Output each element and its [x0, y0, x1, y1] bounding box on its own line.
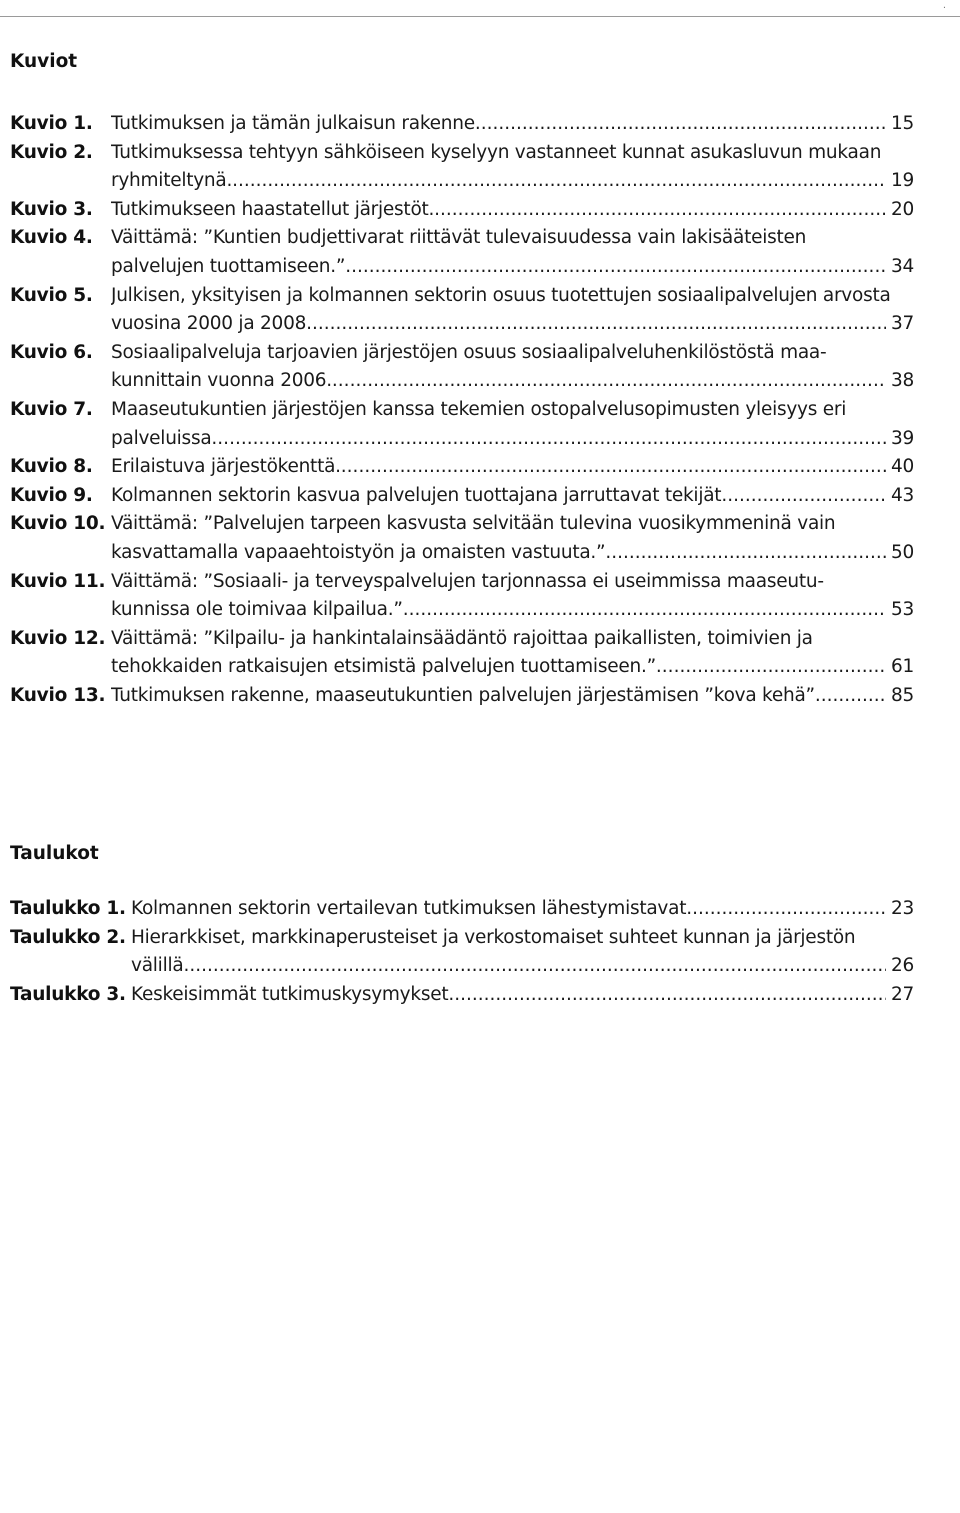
dot-leader: [211, 425, 886, 454]
page-number: 15: [890, 113, 914, 134]
table-entry-label: Taulukko 3.: [10, 983, 126, 1005]
table-entry-title: [131, 981, 914, 1010]
figure-entry-title: [111, 482, 914, 511]
figure-entry-title: [111, 339, 914, 396]
page-number: 26: [890, 955, 914, 977]
figure-entry[interactable]: [10, 396, 914, 453]
figure-entry-title-line: Väittämä: ”Kuntien budjettivarat riittävät tulevaisuudessa vain lakisääteisten: [111, 227, 807, 249]
figure-entry-title-line: palvelujen tuottamiseen.”: [111, 255, 346, 277]
page-number: 40: [890, 456, 914, 478]
dot-leader: [475, 110, 886, 139]
table-entry-title-line: Hierarkkiset, markkinaperusteiset ja verkostomaiset suhteet kunnan ja järjestön: [131, 926, 856, 948]
figure-entry-title-line: Maaseutukuntien järjestöjen kanssa tekemien ostopalvelusopimusten yleisyys eri: [111, 398, 847, 420]
figure-entry-title: [111, 625, 914, 682]
page-number: 19: [890, 170, 914, 192]
table-entry-label: Taulukko 1.: [10, 898, 126, 919]
figure-entry-title-line: ryhmiteltynä.: [111, 170, 233, 192]
figure-entry-title-line: Väittämä: ”Sosiaali- ja terveyspalvelujen tarjonnassa ei useimmissa maaseutu-: [111, 570, 824, 592]
figure-entry-label: Kuvio 13.: [10, 684, 106, 706]
figure-entry-title: [111, 568, 914, 625]
figure-entry-title: [111, 396, 914, 453]
corner-mark: .: [942, 0, 946, 11]
page-number: 38: [890, 370, 914, 392]
figures-list: [10, 110, 914, 710]
figure-entry-title-line: kunnittain vuonna 2006.: [111, 370, 332, 392]
dot-leader: [403, 596, 886, 625]
dot-leader: [721, 482, 886, 511]
figure-entry-title-line: Kolmannen sektorin kasvua palvelujen tuottajana jarruttavat tekijät: [111, 484, 722, 506]
figure-entry-label: Kuvio 6.: [10, 341, 93, 363]
dot-leader: [448, 981, 886, 1010]
figure-entry-title: [111, 110, 914, 139]
figure-entry[interactable]: [10, 568, 914, 625]
figure-entry[interactable]: [10, 110, 914, 139]
figure-entry-title-line: Tutkimuksen rakenne, maaseutukuntien palvelujen järjestämisen ”kova kehä”: [111, 684, 815, 706]
figure-entry-title: [111, 510, 914, 567]
figure-entry-title: [111, 224, 914, 281]
dot-leader: [345, 253, 886, 282]
dot-leader: [232, 167, 886, 196]
table-entry-title-line: välillä: [131, 955, 184, 977]
table-entry[interactable]: [10, 895, 914, 924]
figure-entry-title-line: kunnissa ole toimivaa kilpailua.”: [111, 599, 403, 621]
page-number: 34: [890, 255, 914, 277]
figure-entry-label: Kuvio 10.: [10, 513, 106, 535]
figure-entry[interactable]: [10, 196, 914, 225]
figure-entry-label: Kuvio 9.: [10, 484, 93, 506]
figure-entry-title-line: Väittämä: ”Palvelujen tarpeen kasvusta selvitään tulevina vuosikymmeninä vain: [111, 513, 836, 535]
figure-entry-title-line: palveluissa: [111, 427, 212, 449]
figure-entry-label: Kuvio 5.: [10, 284, 93, 306]
figure-entry-title: [111, 282, 914, 339]
page-number: 85: [890, 684, 914, 706]
table-entry[interactable]: [10, 981, 914, 1010]
figure-entry-label: Kuvio 1.: [10, 113, 93, 134]
page-number: 43: [890, 484, 914, 506]
figure-entry-title-line: tehokkaiden ratkaisujen etsimistä palvelujen tuottamiseen.”: [111, 656, 656, 678]
figure-entry-title-line: Tutkimuksen ja tämän julkaisun rakenne: [111, 113, 475, 134]
figure-entry[interactable]: [10, 224, 914, 281]
figure-entry[interactable]: [10, 282, 914, 339]
page-number: 39: [890, 427, 914, 449]
page-number: 50: [890, 541, 914, 563]
figure-entry-label: Kuvio 3.: [10, 198, 93, 220]
figure-entry-label: Kuvio 12.: [10, 627, 106, 649]
figure-entry[interactable]: [10, 510, 914, 567]
figure-entry-title-line: kasvattamalla vapaaehtoistyön ja omaisten vastuuta.”: [111, 541, 606, 563]
table-entry-title-line: Keskeisimmät tutkimuskysymykset: [131, 983, 449, 1005]
figure-entry-title: [111, 139, 914, 196]
dot-leader: [306, 310, 886, 339]
figures-heading: Kuviot: [10, 51, 78, 72]
dot-leader: [686, 895, 886, 924]
dot-leader: [605, 539, 886, 568]
figure-entry-label: Kuvio 2.: [10, 141, 93, 163]
table-entry[interactable]: [10, 924, 914, 981]
table-entry-title: [131, 924, 914, 981]
dot-leader: [434, 196, 886, 225]
figure-entry[interactable]: [10, 139, 914, 196]
page-number: 61: [890, 656, 914, 678]
page-number: 37: [890, 313, 914, 335]
dot-leader: [656, 653, 886, 682]
table-entry-title-line: Kolmannen sektorin vertailevan tutkimuksen lähestymistavat: [131, 898, 687, 919]
figure-entry-label: Kuvio 7.: [10, 398, 93, 420]
figure-entry-title-line: vuosina 2000 ja 2008: [111, 313, 307, 335]
tables-list: [10, 895, 914, 1009]
figure-entry-title: [111, 682, 914, 711]
figure-entry-title: [111, 453, 914, 482]
dot-leader: [332, 367, 886, 396]
table-entry-title: [131, 895, 914, 924]
top-rule: [0, 16, 960, 17]
page-number: 23: [890, 898, 914, 919]
figure-entry-title-line: Erilaistuva järjestökenttä.: [111, 456, 341, 478]
figure-entry-title-line: Tutkimuksessa tehtyyn sähköiseen kyselyyn vastanneet kunnat asukasluvun mukaan: [111, 141, 882, 163]
dot-leader: [183, 952, 886, 981]
page-number: 27: [890, 983, 914, 1005]
figure-entry-label: Kuvio 8.: [10, 456, 93, 478]
figure-entry[interactable]: [10, 339, 914, 396]
dot-leader: [815, 682, 886, 711]
page-number: 20: [890, 198, 914, 220]
figure-entry-title-line: Tutkimukseen haastatellut järjestöt.: [111, 198, 435, 220]
figure-entry-label: Kuvio 4.: [10, 227, 93, 249]
figure-entry-title-line: Julkisen, yksityisen ja kolmannen sektorin osuus tuotettujen sosiaalipalvelujen arvosta: [111, 284, 891, 306]
figure-entry-title-line: Sosiaalipalveluja tarjoavien järjestöjen osuus sosiaalipalveluhenkilöstöstä maa-: [111, 341, 827, 363]
page-number: 53: [890, 599, 914, 621]
tables-heading: Taulukot: [10, 843, 99, 864]
figure-entry-title: [111, 196, 914, 225]
figure-entry[interactable]: [10, 453, 914, 482]
figure-entry[interactable]: [10, 482, 914, 511]
table-entry-label: Taulukko 2.: [10, 926, 126, 948]
figure-entry-title-line: Väittämä: ”Kilpailu- ja hankintalainsäädäntö rajoittaa paikallisten, toimivien ja: [111, 627, 813, 649]
figure-entry[interactable]: [10, 682, 914, 711]
figure-entry[interactable]: [10, 625, 914, 682]
figure-entry-label: Kuvio 11.: [10, 570, 106, 592]
dot-leader: [341, 453, 886, 482]
